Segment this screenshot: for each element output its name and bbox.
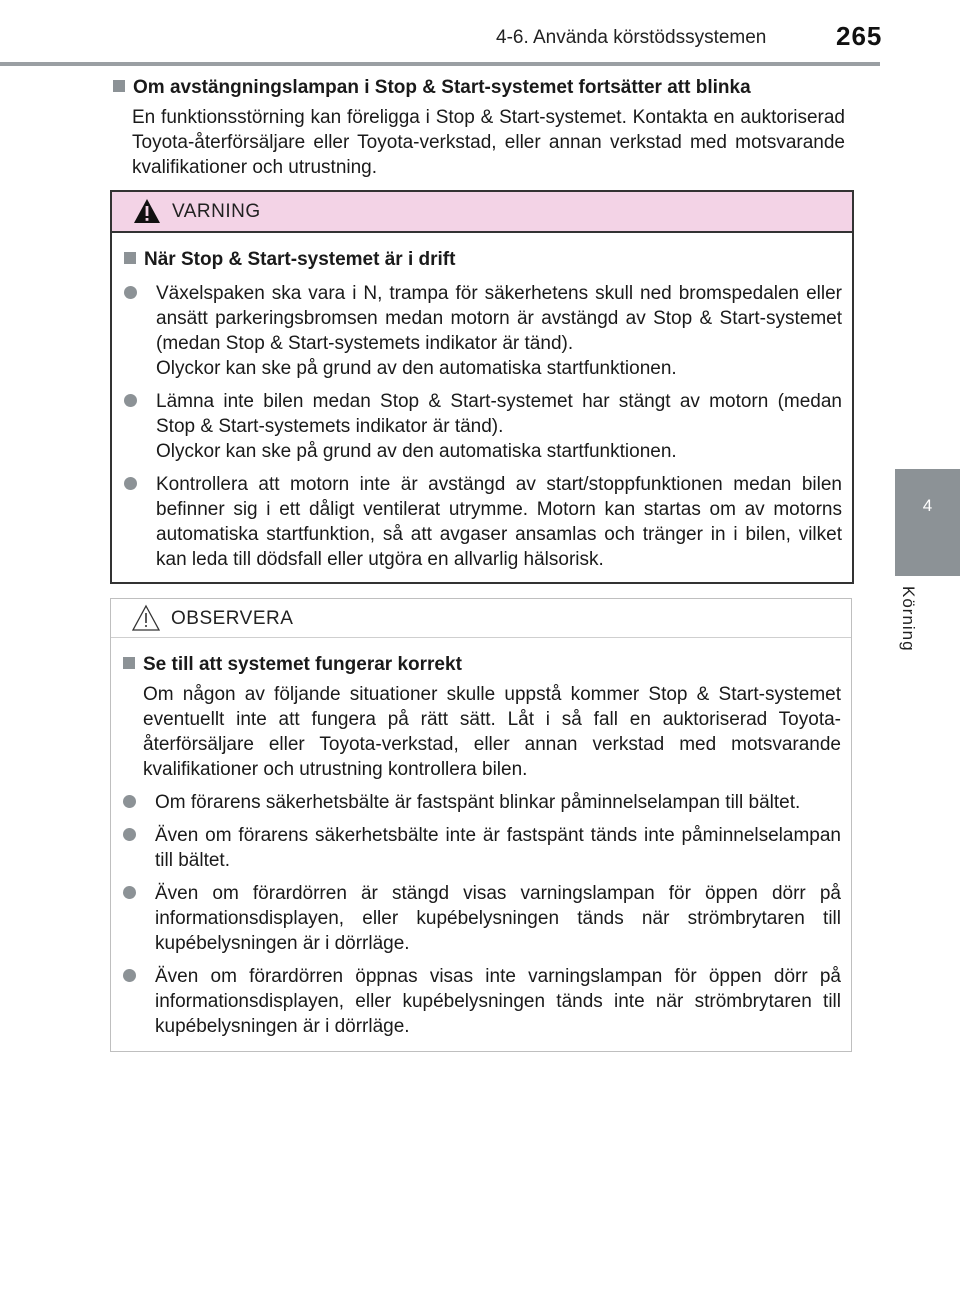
warning-heading [124,247,842,273]
list-item [124,281,842,381]
list-item-text: Även om förardörren öppnas visas inte varningslampan för öppen dörr på informationsdisplayen, eller kupébelysningen tänds inte när strömbrytaren till kupébelysningen är i dörrläge. [155,966,841,1037]
list-item [123,823,841,873]
warning-heading-text: När Stop & Start-systemet är i drift [144,249,456,270]
chapter-label: Körning [899,586,918,652]
page-number: 265 [836,21,883,51]
caution-triangle-icon [131,604,161,632]
header-section-title: 4-6. Använda körstödssystemen [496,27,767,48]
bullet-dot-icon [124,477,137,490]
bullet-dot-icon [124,394,137,407]
list-item [124,472,842,572]
list-item-text: Även om förardörren är stängd visas varningslampan för öppen dörr på informationsdisplayen, eller kupébelysningen tänds när strömbrytaren till kupébelysningen är i dörrläge. [155,883,841,954]
section-paragraph: En funktionsstörning kan föreligga i Stop & Start-systemet. Kontakta en auktoriserad Toyota-återförsäljare eller Toyota-verkstad, eller annan verkstad med motsvarande kvalifikationer och utrustning. [132,107,845,178]
section-heading [113,75,845,101]
bullet-dot-icon [123,886,136,899]
section-heading-text: Om avstängningslampan i Stop & Start-systemet fortsätter att blinka [133,77,751,98]
chapter-tab [895,469,960,576]
list-item [123,964,841,1039]
notice-title: OBSERVERA [171,608,294,629]
list-item [123,881,841,956]
list-item [123,790,841,815]
bullet-dot-icon [123,795,136,808]
warning-title: VARNING [172,201,261,222]
bullet-dot-icon [123,969,136,982]
section-blinking-lamp [113,75,845,180]
square-bullet-icon [123,657,135,669]
list-item-text: Lämna inte bilen medan Stop & Start-systemet har stängt av motorn (medan Stop & Start-systemets indikator är tänd). [156,391,842,437]
bullet-dot-icon [124,286,137,299]
notice-header [111,599,851,638]
list-item [124,389,842,464]
notice-heading [123,652,841,678]
notice-intro: Om någon av följande situationer skulle uppstå kommer Stop & Start-systemet eventuellt inte att fungera på rätt sätt. Låt i så fall en auktoriserad Toyota-återförsäljare eller Toyota-verkstad, eller annan verkstad med motsvarande kvalifikationer och utrustning kontrollera bilen. [143,684,841,780]
warning-triangle-icon [132,197,162,225]
chapter-number: 4 [922,496,933,515]
list-item-text: Växelspaken ska vara i N, trampa för säkerhetens skull ned bromspedalen eller ansätt parkeringsbromsen medan motorn är avstängd av Stop & Start-systemet (medan Stop & Start-systemets indikator är tänd). [156,283,842,354]
list-item-text: Kontrollera att motorn inte är avstängd av start/stoppfunktionen medan bilen befinner sig i ett dåligt ventilerat utrymme. Motorn kan startas om av motorns automatiska startfunktion, så att avgaser ansamlas och tränger in i bilen, vilket kan leda till dödsfall eller utgöra en allvarlig hälsorisk. [156,474,842,570]
list-item-note: Olyckor kan ske på grund av den automatiska startfunktionen. [156,441,677,462]
notice-box [110,598,852,1052]
list-item-text: Om förarens säkerhetsbälte är fastspänt blinkar påminnelselampan till bältet. [155,792,801,813]
square-bullet-icon [113,80,125,92]
header-rule [0,62,880,66]
square-bullet-icon [124,252,136,264]
bullet-dot-icon [123,828,136,841]
notice-heading-text: Se till att systemet fungerar korrekt [143,654,462,675]
list-item-note: Olyckor kan ske på grund av den automatiska startfunktionen. [156,358,677,379]
warning-header [112,192,852,233]
warning-box [110,190,854,584]
list-item-text: Även om förarens säkerhetsbälte inte är fastspänt tänds inte påminnelselampan till bältet. [155,825,841,871]
